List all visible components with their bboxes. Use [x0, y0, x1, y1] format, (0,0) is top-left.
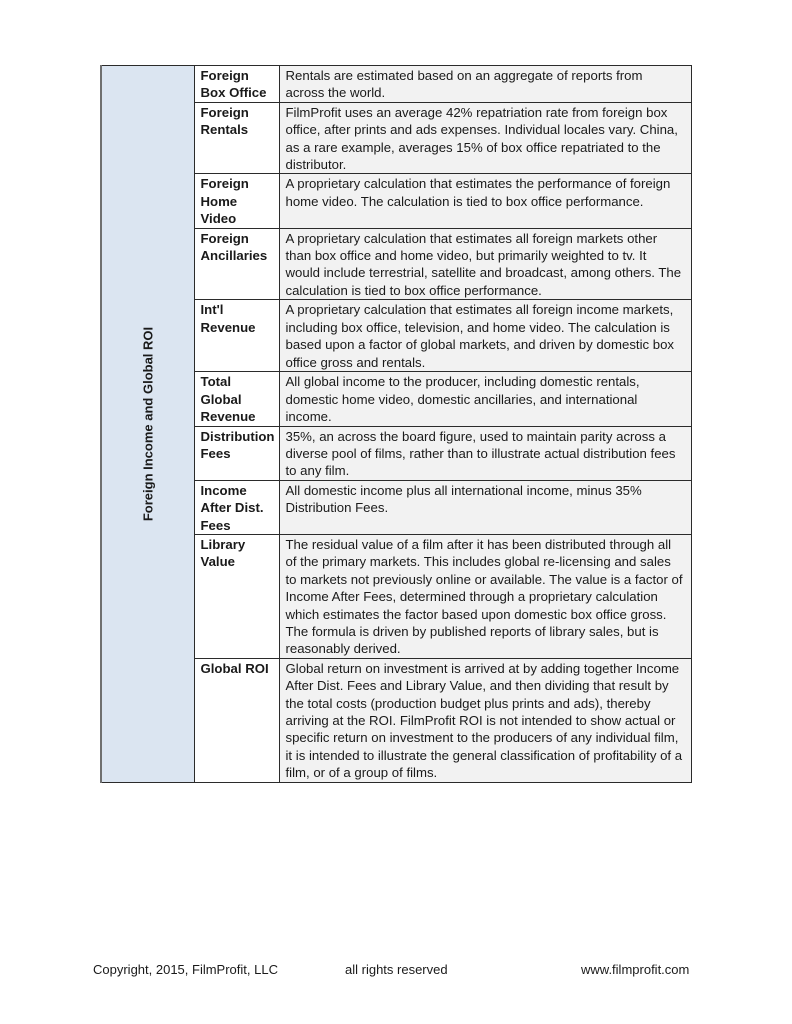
- glossary-table: [100, 65, 692, 783]
- section-title: Foreign Income and Global ROI: [140, 326, 156, 522]
- rights-text: all rights reserved: [345, 962, 448, 977]
- term-foreign-rentals: Foreign Rentals: [194, 102, 279, 174]
- term-income-after-dist-fees: Income After Dist. Fees: [194, 480, 279, 534]
- description-foreign-ancillaries: A proprietary calculation that estimates all foreign markets other than box office and home video, but primarily weighted to tv. It would include terrestrial, satellite and broadcast, among others. The calculation is tied to box office performance.: [279, 228, 691, 300]
- term-foreign-ancillaries: Foreign Ancillaries: [194, 228, 279, 300]
- description-foreign-box-office: Rentals are estimated based on an aggregate of reports from across the world.: [279, 66, 691, 103]
- page-footer: [0, 962, 792, 980]
- term-intl-revenue: Int'l Revenue: [194, 300, 279, 372]
- section-header-cell: [101, 66, 194, 783]
- term-foreign-box-office: Foreign Box Office: [194, 66, 279, 103]
- description-foreign-home-video: A proprietary calculation that estimates the performance of foreign home video. The calculation is tied to box office performance.: [279, 174, 691, 228]
- description-distribution-fees: 35%, an across the board figure, used to maintain parity across a diverse pool of films, rather than to illustrate actual distribution fees to any film.: [279, 426, 691, 480]
- description-global-roi: Global return on investment is arrived at by adding together Income After Dist. Fees and Library Value, and then dividing that result by the total costs (production budget plus prints and ads), thereby arriving at the ROI. FilmProfit ROI is not intended to show actual or specific return on investment to the producers of any individual film, it is intended to illustrate the general classification of profitability of a film, or of a group of films.: [279, 658, 691, 782]
- description-intl-revenue: A proprietary calculation that estimates all foreign income markets, including box office, television, and home video. The calculation is based upon a factor of global markets, and driven by domestic box office gross and rentals.: [279, 300, 691, 372]
- term-distribution-fees: Distribution Fees: [194, 426, 279, 480]
- description-foreign-rentals: FilmProfit uses an average 42% repatriation rate from foreign box office, after prints and ads expenses. Individual locales vary. China, as a rare example, averages 15% of box office repatriated to the distributor.: [279, 102, 691, 174]
- description-total-global-revenue: All global income to the producer, including domestic rentals, domestic home video, domestic ancillaries, and international income.: [279, 372, 691, 426]
- copyright-text: Copyright, 2015, FilmProfit, LLC: [93, 962, 278, 977]
- term-global-roi: Global ROI: [194, 658, 279, 782]
- website-link[interactable]: www.filmprofit.com: [581, 962, 690, 977]
- description-library-value: The residual value of a film after it has been distributed through all of the primary markets. This includes global re-licensing and sales to markets not previously online or available. The value is a factor of Income After Fees, determined through a proprietary calculation which estimates the factor based upon domestic box office gross. The formula is driven by published reports of library sales, but is reasonably derived.: [279, 534, 691, 658]
- term-library-value: Library Value: [194, 534, 279, 658]
- term-total-global-revenue: Total Global Revenue: [194, 372, 279, 426]
- table-row: [101, 66, 691, 103]
- description-income-after-dist-fees: All domestic income plus all international income, minus 35% Distribution Fees.: [279, 480, 691, 534]
- term-foreign-home-video: Foreign Home Video: [194, 174, 279, 228]
